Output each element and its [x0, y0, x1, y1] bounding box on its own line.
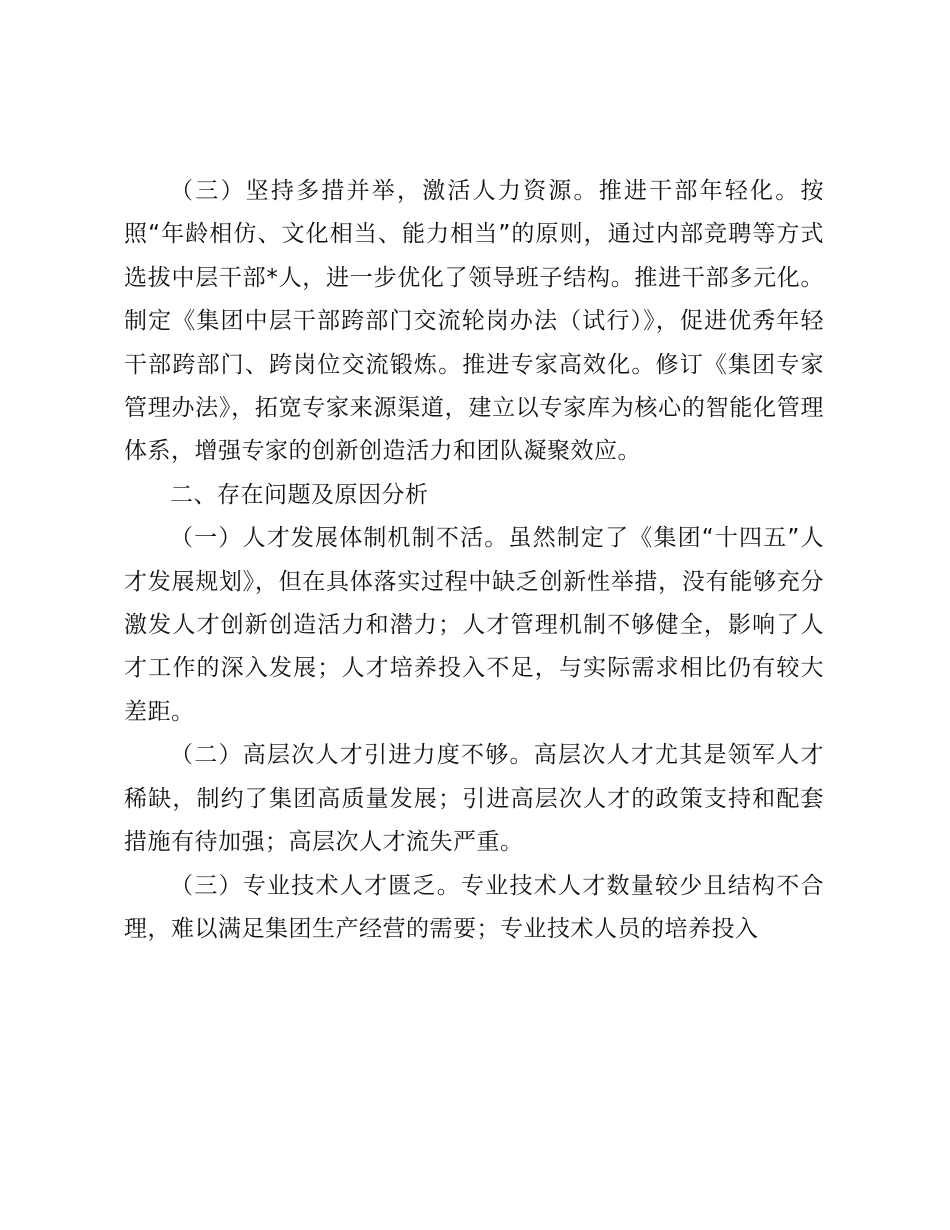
paragraph-talent-mechanism: （一）人才发展体制机制不活。虽然制定了《集团“十四五”人才发展规划》，但在具体落实过程中缺乏创新性举措，没有能够充分激发人才创新创造活力和潜力；人才管理机制不够健全，影响了人才工作的深入发展；人才培养投入不足，与实际需求相比仍有较大差距。 [124, 525, 824, 725]
paragraph-technical-talent: （三）专业技术人才匮乏。专业技术人才数量较少且结构不合理，难以满足集团生产经营的需要；专业技术人员的培养投入 [124, 872, 824, 942]
paragraph-talent-activation: （三）坚持多措并举，激活人力资源。推进干部年轻化。按照“年龄相仿、文化相当、能力相当”的原则，通过内部竞聘等方式选拔中层干部*人，进一步优化了领导班子结构。推进干部多元化。制定《集团中层干部跨部门交流轮岗办法（试行）》，促进优秀年轻干部跨部门、跨岗位交流锻炼。推进专家高效化。修订《集团专家管理办法》，拓宽专家来源渠道，建立以专家库为核心的智能化管理体系，增强专家的创新创造活力和团队凝聚效应。 [124, 178, 824, 465]
document-body [124, 170, 824, 951]
paragraph-high-level-talent: （二）高层次人才引进力度不够。高层次人才尤其是领军人才稀缺，制约了集团高质量发展；引进高层次人才的政策支持和配套措施有待加强；高层次人才流失严重。 [124, 742, 824, 856]
section-heading-problems: 二、存在问题及原因分析 [170, 481, 429, 508]
